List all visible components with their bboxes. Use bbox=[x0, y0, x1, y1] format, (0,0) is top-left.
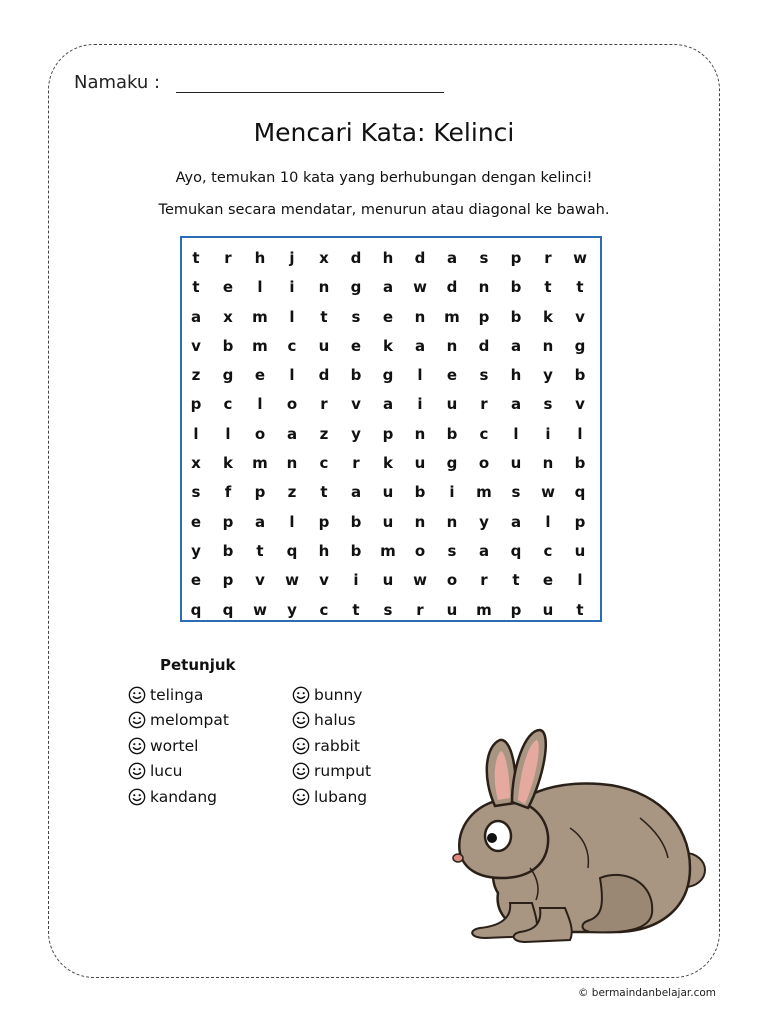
grid-cell[interactable]: n bbox=[414, 307, 426, 326]
grid-cell[interactable]: s bbox=[479, 366, 489, 385]
grid-cell[interactable]: k bbox=[383, 336, 393, 355]
grid-cell[interactable]: b bbox=[510, 278, 522, 297]
grid-cell[interactable]: a bbox=[510, 512, 522, 531]
grid-cell[interactable]: p bbox=[222, 571, 234, 590]
grid-cell[interactable]: o bbox=[414, 541, 426, 560]
grid-cell[interactable]: u bbox=[382, 571, 394, 590]
grid-cell[interactable]: i bbox=[545, 424, 551, 443]
grid-cell[interactable]: r bbox=[480, 571, 488, 590]
grid-cell[interactable]: z bbox=[287, 483, 297, 502]
grid-cell[interactable]: a bbox=[350, 483, 362, 502]
grid-cell[interactable]: q bbox=[190, 600, 202, 619]
grid-cell[interactable]: t bbox=[544, 278, 552, 297]
hint-item bbox=[292, 708, 371, 734]
grid-cell[interactable]: i bbox=[449, 483, 455, 502]
hint-item bbox=[292, 784, 371, 810]
grid-cell[interactable]: p bbox=[478, 307, 490, 326]
rabbit-illustration bbox=[440, 718, 710, 948]
grid-cell[interactable]: t bbox=[256, 541, 264, 560]
grid-cell[interactable]: o bbox=[446, 571, 458, 590]
grid-cell[interactable]: t bbox=[352, 600, 360, 619]
grid-cell[interactable]: k bbox=[543, 307, 553, 326]
grid-cell[interactable]: a bbox=[190, 307, 202, 326]
grid-cell[interactable]: f bbox=[224, 483, 232, 502]
grid-cell[interactable]: a bbox=[382, 395, 394, 414]
smiley-icon bbox=[128, 686, 146, 704]
grid-cell[interactable]: w bbox=[573, 249, 587, 267]
grid-cell[interactable]: q bbox=[286, 541, 298, 560]
grid-cell[interactable]: d bbox=[414, 249, 426, 267]
grid-cell[interactable]: l bbox=[257, 278, 263, 297]
grid-cell[interactable]: g bbox=[222, 366, 234, 385]
grid-cell[interactable]: n bbox=[446, 512, 458, 531]
grid-cell[interactable]: s bbox=[191, 483, 201, 502]
grid-cell[interactable]: e bbox=[542, 571, 554, 590]
hint-word: wortel bbox=[150, 736, 199, 755]
grid-cell[interactable]: m bbox=[252, 454, 268, 473]
grid-cell[interactable]: m bbox=[252, 307, 268, 326]
grid-cell[interactable]: s bbox=[479, 249, 489, 267]
grid-cell[interactable]: n bbox=[446, 336, 458, 355]
grid-cell[interactable]: d bbox=[446, 278, 458, 297]
grid-cell[interactable]: u bbox=[446, 600, 458, 619]
grid-cell[interactable]: b bbox=[574, 366, 586, 385]
grid-cell[interactable]: a bbox=[382, 278, 394, 297]
grid-cell[interactable]: t bbox=[320, 307, 328, 326]
hint-item bbox=[292, 759, 371, 785]
grid-cell[interactable]: r bbox=[224, 249, 232, 267]
name-label: Namaku : bbox=[74, 72, 161, 93]
grid-cell[interactable]: u bbox=[382, 512, 394, 531]
grid-cell[interactable]: p bbox=[510, 249, 522, 267]
grid-cell[interactable]: s bbox=[447, 541, 457, 560]
grid-cell[interactable]: e bbox=[190, 571, 202, 590]
grid-cell[interactable]: d bbox=[318, 366, 330, 385]
grid-cell[interactable]: c bbox=[319, 600, 329, 619]
grid-cell[interactable]: i bbox=[289, 278, 295, 297]
grid-cell[interactable]: l bbox=[577, 571, 583, 590]
hint-item bbox=[292, 733, 371, 759]
hints-column-1 bbox=[128, 682, 229, 810]
grid-cell[interactable]: u bbox=[574, 541, 586, 560]
grid-cell[interactable]: m bbox=[252, 336, 268, 355]
grid-cell[interactable]: s bbox=[543, 395, 553, 414]
grid-cell[interactable]: x bbox=[319, 249, 329, 267]
grid-cell[interactable]: b bbox=[350, 512, 362, 531]
grid-cell[interactable]: r bbox=[320, 395, 328, 414]
grid-cell[interactable]: o bbox=[254, 424, 266, 443]
grid-cell[interactable]: t bbox=[576, 278, 584, 297]
grid-cell[interactable]: a bbox=[286, 424, 298, 443]
grid-cell[interactable]: o bbox=[478, 454, 490, 473]
grid-cell[interactable]: e bbox=[190, 512, 202, 531]
grid-cell[interactable]: a bbox=[254, 512, 266, 531]
hint-item bbox=[292, 682, 371, 708]
grid-cell[interactable]: c bbox=[287, 336, 297, 355]
grid-cell[interactable]: q bbox=[222, 600, 234, 619]
grid-cell[interactable]: t bbox=[576, 600, 584, 619]
instruction-1: Ayo, temukan 10 kata yang berhubungan dengan kelinci! bbox=[175, 170, 593, 186]
grid-cell[interactable]: e bbox=[446, 366, 458, 385]
grid-cell[interactable]: p bbox=[574, 512, 586, 531]
grid-cell[interactable]: v bbox=[255, 571, 265, 590]
grid-cell[interactable]: o bbox=[286, 395, 298, 414]
grid-cell[interactable]: a bbox=[510, 336, 522, 355]
grid-cell[interactable]: b bbox=[510, 307, 522, 326]
grid-cell[interactable]: e bbox=[382, 307, 394, 326]
grid-cell[interactable]: l bbox=[289, 307, 295, 326]
grid-cell[interactable]: u bbox=[382, 483, 394, 502]
grid-cell[interactable]: q bbox=[574, 483, 586, 502]
grid-cell[interactable]: b bbox=[446, 424, 458, 443]
name-line[interactable] bbox=[176, 92, 444, 93]
grid-cell[interactable]: h bbox=[382, 249, 394, 267]
hint-item bbox=[128, 759, 229, 785]
grid-cell[interactable]: c bbox=[479, 424, 489, 443]
grid-cell[interactable]: h bbox=[318, 541, 330, 560]
grid-cell[interactable]: a bbox=[446, 249, 458, 267]
hint-item bbox=[128, 784, 229, 810]
hint-word: rumput bbox=[314, 762, 372, 781]
grid-cell[interactable]: l bbox=[417, 366, 423, 385]
grid-cell[interactable]: n bbox=[542, 336, 554, 355]
smiley-icon bbox=[292, 737, 310, 755]
grid-cell[interactable]: c bbox=[319, 454, 329, 473]
grid-cell[interactable]: n bbox=[542, 454, 554, 473]
grid-cell[interactable]: m bbox=[476, 600, 492, 619]
page-title: Mencari Kata: Kelinci bbox=[253, 118, 515, 147]
hint-word: bunny bbox=[314, 685, 363, 704]
grid-cell[interactable]: p bbox=[222, 512, 234, 531]
grid-cell[interactable]: u bbox=[446, 395, 458, 414]
grid-cell[interactable]: n bbox=[286, 454, 298, 473]
hints-column-2 bbox=[292, 682, 371, 810]
grid-cell[interactable]: e bbox=[350, 336, 362, 355]
hint-item bbox=[128, 733, 229, 759]
grid-cell[interactable]: b bbox=[350, 541, 362, 560]
word-search-grid bbox=[180, 244, 596, 625]
grid-cell[interactable]: m bbox=[380, 541, 396, 560]
grid-cell[interactable]: l bbox=[289, 512, 295, 531]
grid-cell[interactable]: m bbox=[444, 307, 460, 326]
grid-cell[interactable]: t bbox=[320, 483, 328, 502]
grid-cell[interactable]: w bbox=[413, 571, 427, 590]
grid-cell[interactable]: u bbox=[318, 336, 330, 355]
grid-cell[interactable]: w bbox=[253, 600, 267, 619]
grid-cell[interactable]: n bbox=[318, 278, 330, 297]
grid-cell[interactable]: r bbox=[416, 600, 424, 619]
grid-cell[interactable]: d bbox=[478, 336, 490, 355]
hint-item bbox=[128, 682, 229, 708]
grid-cell[interactable]: n bbox=[414, 512, 426, 531]
grid-cell[interactable]: u bbox=[510, 454, 522, 473]
grid-cell[interactable]: g bbox=[350, 278, 362, 297]
grid-cell[interactable]: r bbox=[480, 395, 488, 414]
grid-cell[interactable]: p bbox=[382, 424, 394, 443]
grid-cell[interactable]: v bbox=[191, 336, 201, 355]
grid-cell[interactable]: p bbox=[510, 600, 522, 619]
grid-cell[interactable]: b bbox=[414, 483, 426, 502]
grid-cell[interactable]: v bbox=[319, 571, 329, 590]
smiley-icon bbox=[292, 686, 310, 704]
grid-cell[interactable]: p bbox=[190, 395, 202, 414]
hint-word: telinga bbox=[150, 685, 204, 704]
grid-cell[interactable]: u bbox=[414, 454, 426, 473]
grid-cell[interactable]: j bbox=[289, 249, 295, 267]
grid-cell[interactable]: m bbox=[476, 483, 492, 502]
hint-word: lubang bbox=[314, 787, 368, 806]
grid-cell[interactable]: s bbox=[511, 483, 521, 502]
grid-cell[interactable]: g bbox=[382, 366, 394, 385]
grid-cell[interactable]: l bbox=[257, 395, 263, 414]
smiley-icon bbox=[128, 737, 146, 755]
grid-cell[interactable]: c bbox=[543, 541, 553, 560]
grid-cell[interactable]: b bbox=[350, 366, 362, 385]
instruction-2: Temukan secara mendatar, menurun atau diagonal ke bawah. bbox=[158, 202, 610, 218]
grid-cell[interactable]: y bbox=[191, 541, 201, 560]
grid-cell[interactable]: p bbox=[318, 512, 330, 531]
grid-cell[interactable]: x bbox=[223, 307, 233, 326]
grid-cell[interactable]: p bbox=[254, 483, 266, 502]
smiley-icon bbox=[128, 788, 146, 806]
grid-cell[interactable]: v bbox=[575, 395, 585, 414]
grid-cell[interactable]: l bbox=[545, 512, 551, 531]
grid-cell[interactable]: e bbox=[222, 278, 234, 297]
grid-cell[interactable]: t bbox=[192, 278, 200, 297]
grid-cell[interactable]: l bbox=[193, 424, 199, 443]
hint-word: lucu bbox=[150, 762, 183, 781]
grid-cell[interactable]: e bbox=[254, 366, 266, 385]
grid-cell[interactable]: b bbox=[574, 454, 586, 473]
grid-cell[interactable]: l bbox=[513, 424, 519, 443]
grid-cell[interactable]: y bbox=[479, 512, 489, 531]
grid-cell[interactable]: s bbox=[383, 600, 393, 619]
grid-cell[interactable]: c bbox=[223, 395, 233, 414]
grid-cell[interactable]: t bbox=[512, 571, 520, 590]
grid-cell[interactable]: y bbox=[543, 366, 553, 385]
smiley-icon bbox=[128, 711, 146, 729]
grid-cell[interactable]: w bbox=[541, 483, 555, 502]
grid-cell[interactable]: i bbox=[417, 395, 423, 414]
grid-cell[interactable]: l bbox=[225, 424, 231, 443]
grid-cell[interactable]: b bbox=[222, 336, 234, 355]
grid-cell[interactable]: z bbox=[319, 424, 329, 443]
grid-cell[interactable]: a bbox=[510, 395, 522, 414]
grid-cell[interactable]: y bbox=[287, 600, 297, 619]
grid-cell[interactable]: v bbox=[575, 307, 585, 326]
smiley-icon bbox=[292, 788, 310, 806]
hint-item bbox=[128, 708, 229, 734]
grid-cell[interactable]: d bbox=[350, 249, 362, 267]
grid-cell[interactable]: q bbox=[510, 541, 522, 560]
grid-cell[interactable]: v bbox=[351, 395, 361, 414]
grid-cell[interactable]: w bbox=[285, 571, 299, 590]
grid-cell[interactable]: x bbox=[191, 454, 201, 473]
grid-cell[interactable]: t bbox=[192, 249, 200, 267]
grid-cell[interactable]: u bbox=[542, 600, 554, 619]
grid-cell[interactable]: r bbox=[544, 249, 552, 267]
grid-cell[interactable]: g bbox=[446, 454, 458, 473]
grid-cell[interactable]: z bbox=[191, 366, 201, 385]
grid-cell[interactable]: g bbox=[574, 336, 586, 355]
grid-cell[interactable]: a bbox=[478, 541, 490, 560]
smiley-icon bbox=[128, 762, 146, 780]
grid-cell[interactable]: l bbox=[289, 366, 295, 385]
smiley-icon bbox=[292, 762, 310, 780]
grid-cell[interactable]: h bbox=[254, 249, 266, 267]
grid-cell[interactable]: n bbox=[478, 278, 490, 297]
grid-cell[interactable]: b bbox=[222, 541, 234, 560]
grid-cell[interactable]: k bbox=[383, 454, 393, 473]
hint-word: melompat bbox=[150, 711, 229, 730]
copyright: © bermaindanbelajar.com bbox=[577, 987, 716, 999]
grid-cell[interactable]: w bbox=[413, 278, 427, 297]
grid-cell[interactable]: k bbox=[223, 454, 233, 473]
hint-word: halus bbox=[314, 711, 356, 730]
grid-cell[interactable]: s bbox=[351, 307, 361, 326]
grid-cell[interactable]: i bbox=[353, 571, 359, 590]
grid-cell[interactable]: h bbox=[510, 366, 522, 385]
grid-cell[interactable]: l bbox=[577, 424, 583, 443]
grid-cell[interactable]: y bbox=[351, 424, 361, 443]
grid-cell[interactable]: a bbox=[414, 336, 426, 355]
grid-cell[interactable]: r bbox=[352, 454, 360, 473]
hint-word: kandang bbox=[150, 787, 218, 806]
grid-cell[interactable]: n bbox=[414, 424, 426, 443]
hints-title: Petunjuk bbox=[160, 656, 236, 674]
smiley-icon bbox=[292, 711, 310, 729]
hint-word: rabbit bbox=[314, 736, 360, 755]
